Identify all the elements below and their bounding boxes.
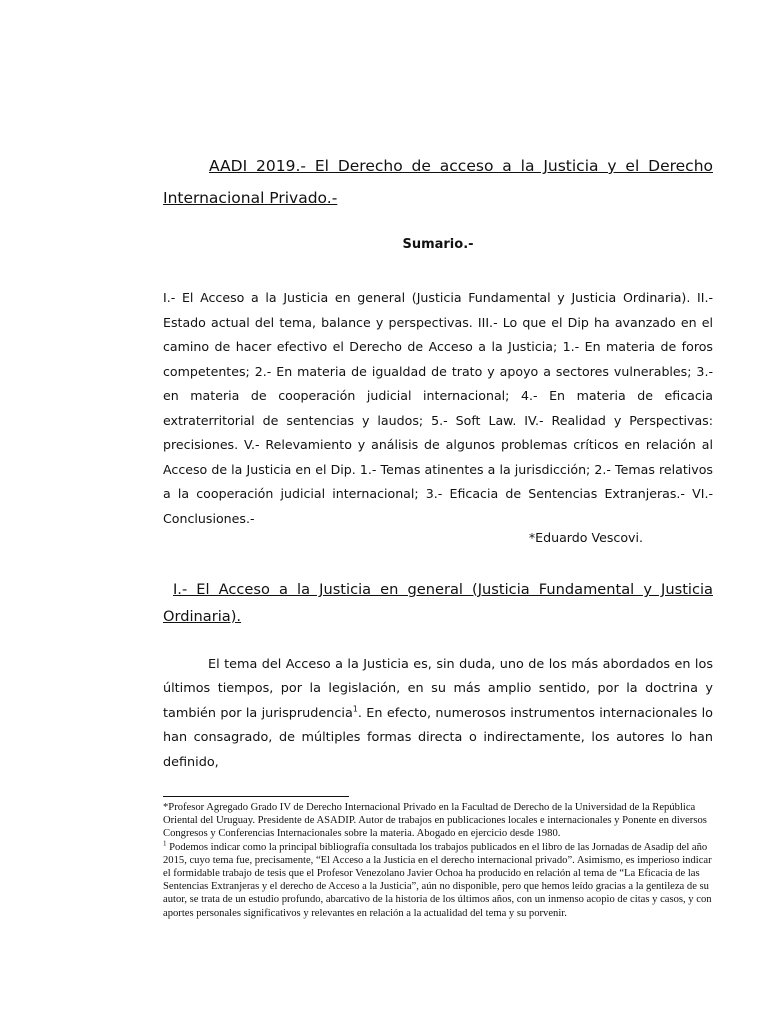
author-name: *Eduardo Vescovi. — [528, 530, 643, 545]
footnote-1-text: Podemos indicar como la principal bibliografía consultada los trabajos publicados en el libro de las Jornadas de Asadip del año 2015, cuyo tema fue, precisamente, “El Acceso a la Justicia en el derecho internacional privado”. Asimismo, es imperioso indicar el formidable trabajo de tesis que el Profesor Venezolano Javier Ochoa ha producido en relación al tema de “La Eficacia de las Sentencias Extranjeras y el derecho de Acceso a la Justicia”, aún no disponible, pero que hemos leído gracias a la gentileza de su autor, se trata de un estudio profundo, abarcativo de la historia de los últimos años, con un inmenso acopio de citas y casos, y con aportes personales significativos y relevantes en relación a la actualidad del tema y su porvenir. — [163, 841, 712, 919]
footnotes — [163, 801, 718, 920]
summary-heading: Sumario.- — [402, 237, 474, 252]
footnote-reference[interactable]: 1 — [352, 704, 358, 714]
section-heading: I.- El Acceso a la Justicia en general (Justicia Fundamental y Justicia Ordinaria). — [163, 581, 713, 625]
summary-body: I.- El Acceso a la Justicia en general (Justicia Fundamental y Justicia Ordinaria). II.- Estado actual del tema, balance y perspectivas. III.- Lo que el Dip ha avanzado en el camino de hacer efectivo el Derecho de Acceso a la Justicia; 1.- En materia de foros competentes; 2.- En materia de igualdad de trato y apoyo a sectores vulnerables; 3.- en materia de cooperación judicial internacional; 4.- En materia de eficacia extraterritorial de sentencias y laudos; 5.- Soft Law. IV.- Realidad y Perspectivas: precisiones. V.- Relevamiento y análisis de algunos problemas críticos en relación al Acceso de la Justicia en el Dip. 1.- Temas atinentes a la jurisdicción; 2.- Temas relativos a la cooperación judicial internacional; 3.- Eficacia de Sentencias Extranjeras.- VI.- Conclusiones.- — [163, 290, 713, 526]
body-paragraph — [163, 653, 713, 775]
document-title: AADI 2019.- El Derecho de acceso a la Justicia y el Derecho Internacional Privado.- — [163, 157, 713, 207]
footnote-separator — [163, 796, 349, 797]
body-paragraph-text-start: El tema del Acceso a la Justicia es, sin duda, uno de los más abordados en los últimos tiempos, por la legislación, en su más amplio sentido, por la doctrina y también por la jurisprudencia — [163, 657, 713, 721]
footnote-1-marker: 1 — [163, 839, 167, 848]
footnote-1 — [163, 841, 718, 920]
footnote-author: *Profesor Agregado Grado IV de Derecho Internacional Privado en la Facultad de Derecho de la Universidad de la República Oriental del Uruguay. Presidente de ASADIP. Autor de trabajos en publicaciones locales e internacionales y Ponente en diversos Congresos y Conferencias Internacionales sobre la materia. Abogado en ejercicio desde 1980. — [163, 802, 707, 840]
body-paragraph-text-end: . En efecto, numerosos instrumentos internacionales lo han consagrado, de múltiples formas directa o indirectamente, los autores lo han definido, — [163, 705, 713, 770]
